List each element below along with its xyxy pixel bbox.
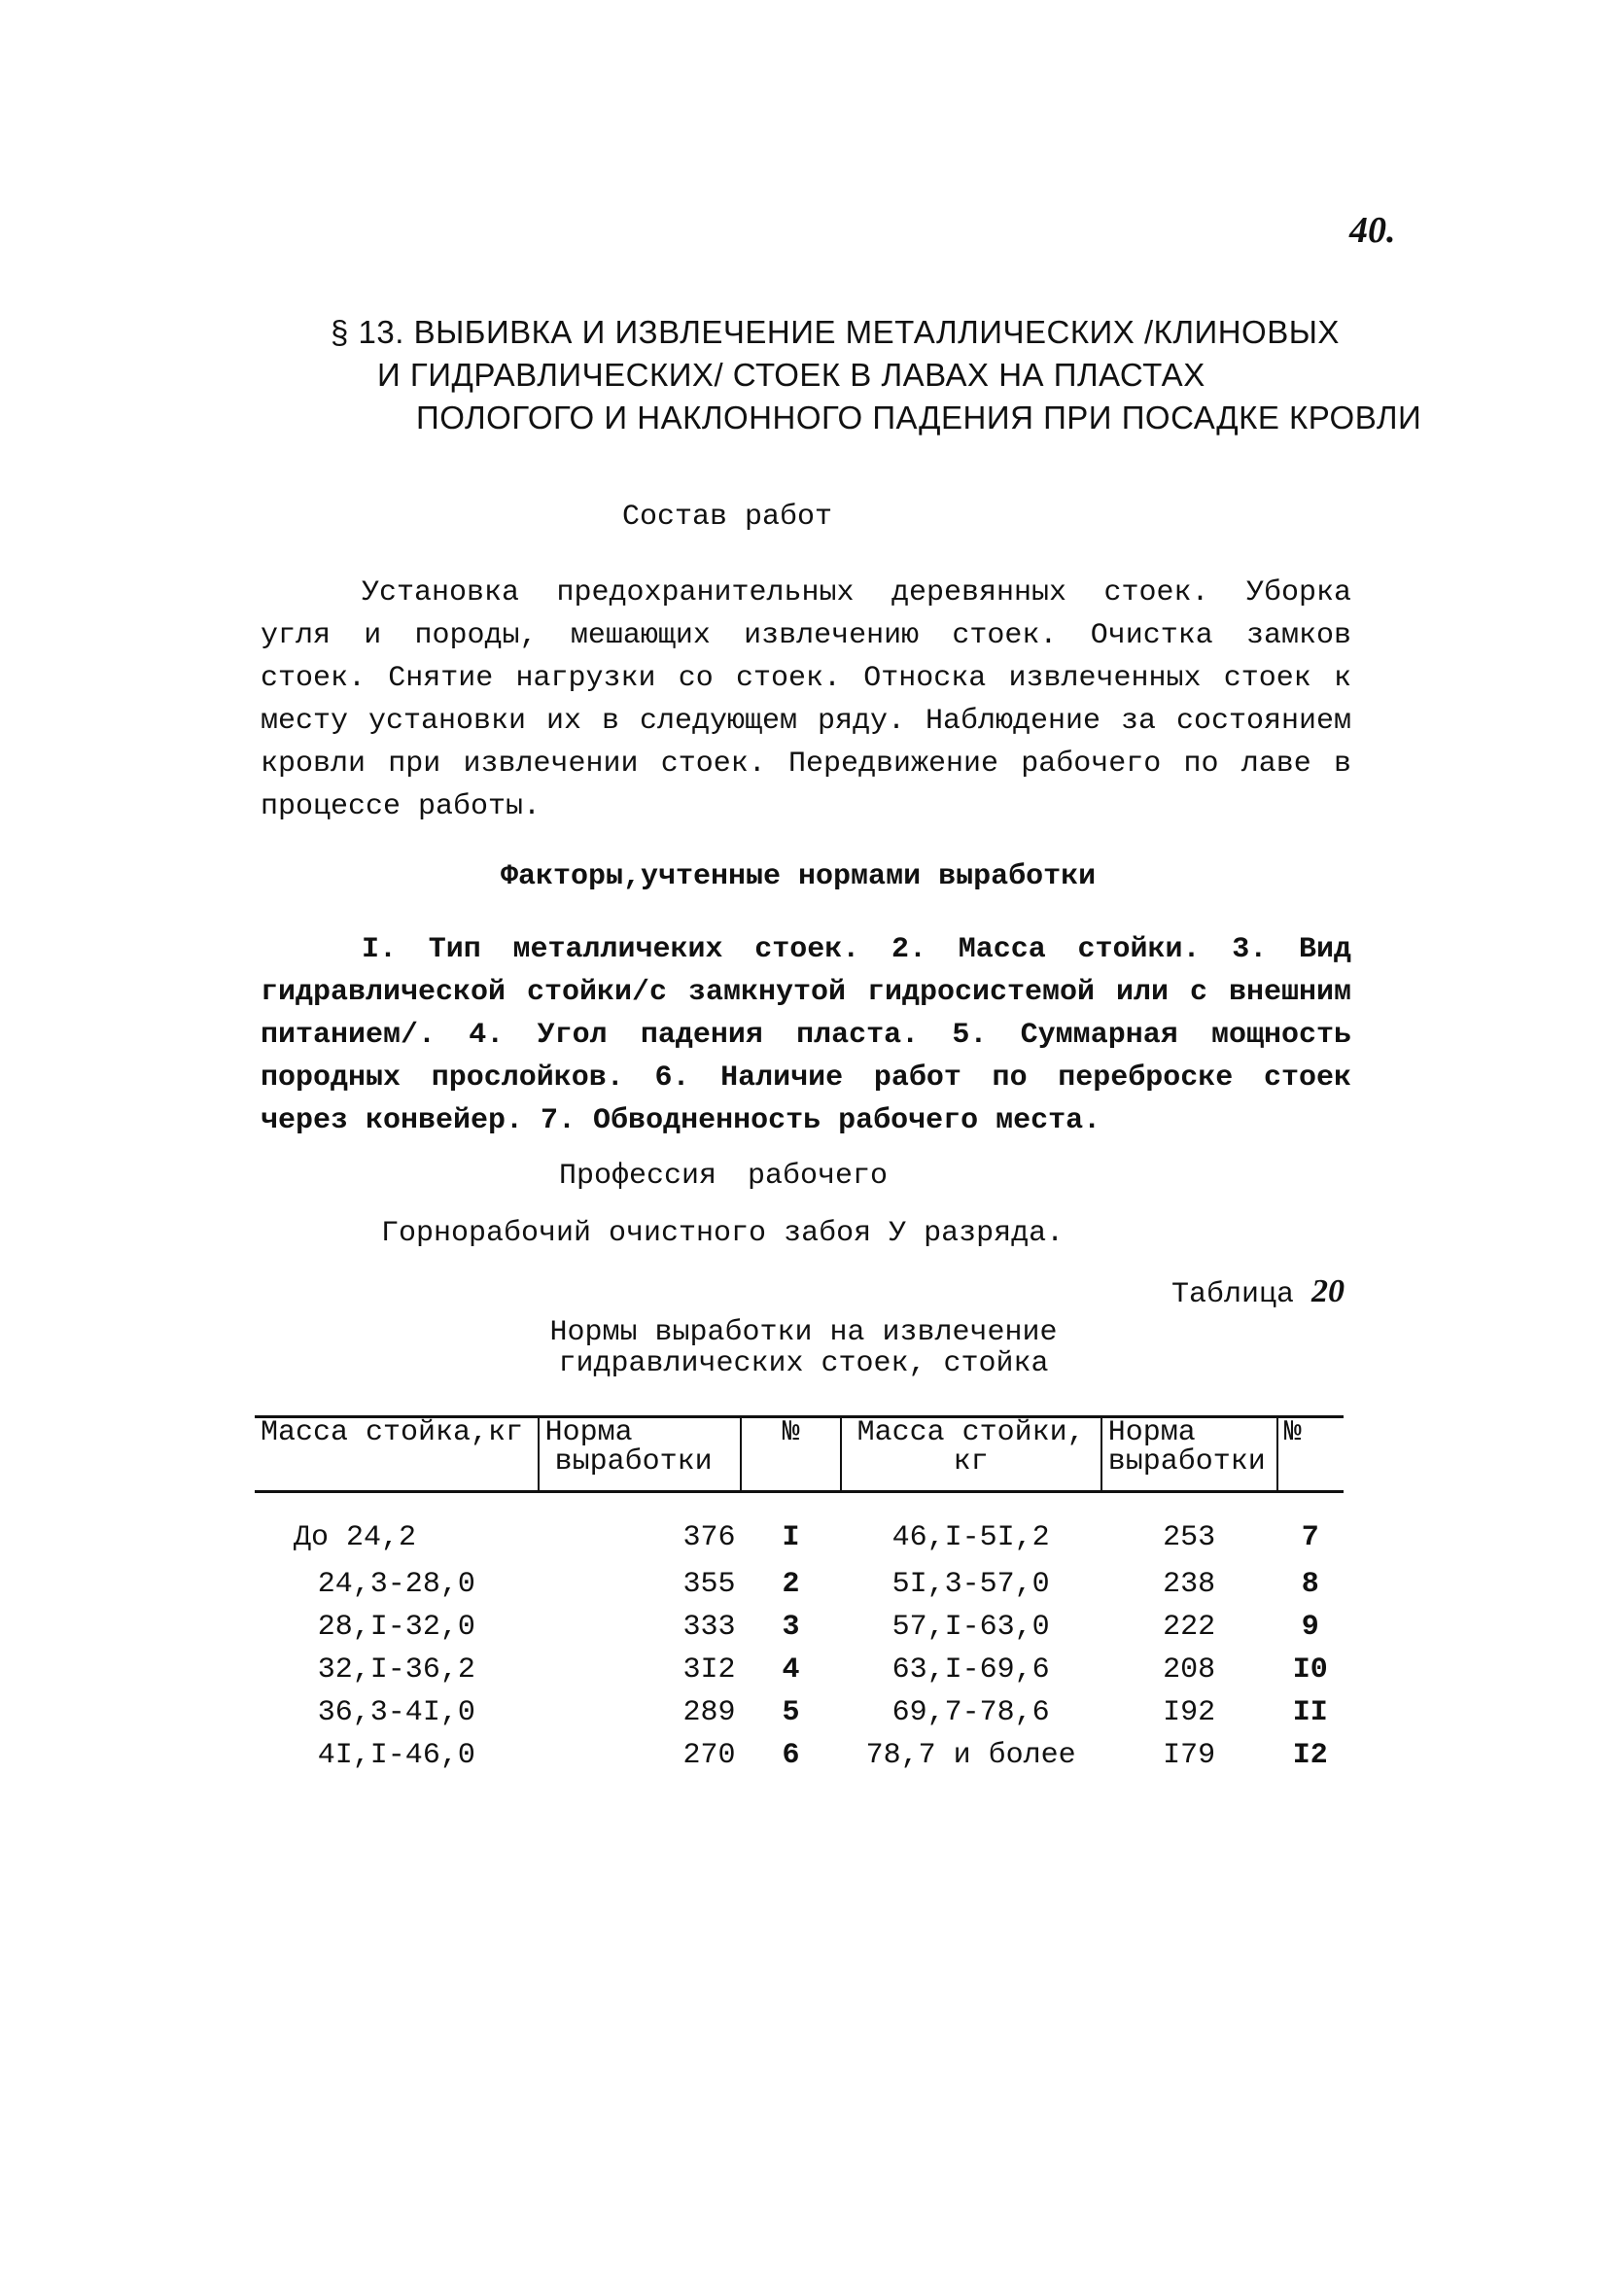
cell-norm-2: 253 [1163,1521,1216,1554]
header-norm-line-2: выработки [554,1445,713,1478]
cell-no: 6 [782,1739,800,1772]
cell-mass: 36,3-4I,0 [317,1696,475,1729]
table-row [255,1492,1344,1564]
cell-no: 2 [782,1568,800,1601]
header-no: № [741,1417,840,1492]
header-norm-2 [1101,1417,1277,1492]
cell-norm-2: 222 [1163,1611,1216,1644]
cell-norm: 3I2 [682,1653,736,1687]
cell-norm: 355 [682,1568,736,1601]
table-row [255,1649,1344,1691]
cell-mass: 28,I-32,0 [317,1611,475,1644]
header-norm [539,1417,742,1492]
cell-no-2: 7 [1301,1521,1319,1554]
cell-norm-2: 208 [1163,1653,1216,1687]
header-norm-2-line-1: Норма [1107,1416,1196,1449]
cell-mass: До 24,2 [294,1521,417,1554]
header-norm-2-line-2: выработки [1107,1445,1266,1478]
cell-no-2: I2 [1292,1739,1328,1772]
cell-mass-2: 5I,3-57,0 [891,1568,1050,1601]
cell-no: I [782,1521,800,1554]
header-no-2: № [1277,1417,1344,1492]
table-header-row [255,1417,1344,1492]
header-mass-2: Масса стойки, кг [841,1417,1101,1492]
cell-mass-2: 57,I-63,0 [891,1611,1050,1644]
table-row [255,1563,1344,1606]
output-norms-table [255,1415,1344,1777]
cell-norm-2: I92 [1163,1696,1216,1729]
cell-norm: 289 [682,1696,736,1729]
table-title [0,1317,1607,1379]
cell-mass: 32,I-36,2 [317,1653,475,1687]
cell-no: 5 [782,1696,800,1729]
header-mass: Масса стойка,кг [255,1417,539,1492]
profession-title: Профессия рабочего [559,1160,889,1193]
factors-title: Факторы,учтенные нормами выработки [501,860,1097,893]
table-number: 20 [1311,1273,1345,1309]
cell-mass-2: 46,I-5I,2 [891,1521,1050,1554]
cell-mass-2: 78,7 и более [865,1739,1076,1772]
cell-norm-2: 238 [1163,1568,1216,1601]
cell-norm: 270 [682,1739,736,1772]
section-heading [331,311,1422,439]
cell-norm-2: I79 [1163,1739,1216,1772]
table-row [255,1606,1344,1649]
work-composition-text: Установка предохранительных деревянных стоек. Уборка угля и породы, мешающих извлечению стоек. Очистка замков стоек. Снятие нагрузки со стоек. Относка извлеченных стоек к месту установки их в следующем ряду. Наблюдение за состоянием кровли при извлечении стоек. Передвижение рабочего по лаве в процессе работы. [261,576,1351,823]
cell-norm: 376 [682,1521,736,1554]
cell-no-2: 8 [1301,1568,1319,1601]
header-norm-line-1: Норма [544,1416,633,1449]
cell-no: 4 [782,1653,800,1687]
heading-line-2: И ГИДРАВЛИЧЕСКИХ/ СТОЕК В ЛАВАХ НА ПЛАСТАХ [377,357,1205,393]
cell-no-2: I0 [1292,1653,1328,1687]
table-row [255,1691,1344,1734]
cell-norm: 333 [682,1611,736,1644]
table-title-line-2: гидравлических стоек, стойка [558,1347,1049,1380]
cell-mass-2: 63,I-69,6 [891,1653,1050,1687]
work-composition-title: Состав работ [622,501,833,534]
table-row [255,1734,1344,1777]
cell-mass: 4I,I-46,0 [317,1739,475,1772]
profession-text: Горнорабочий очистного забоя У разряда. [381,1217,1065,1250]
cell-no-2: II [1292,1696,1328,1729]
table-title-line-1: Нормы выработки на извлечение [549,1316,1058,1349]
heading-line-1: § 13. ВЫБИВКА И ИЗВЛЕЧЕНИЕ МЕТАЛЛИЧЕСКИХ /КЛИНОВЫХ [331,314,1340,350]
page-number: 40. [1349,210,1396,251]
cell-no: 3 [782,1611,800,1644]
table-label [1171,1273,1345,1311]
cell-no-2: 9 [1301,1611,1319,1644]
table-label-text: Таблица [1171,1278,1295,1311]
factors-text: I. Тип металличеких стоек. 2. Масса стойки. 3. Вид гидравлической стойки/с замкнутой гидросистемой или с внешним питанием/. 4. Угол падения пласта. 5. Суммарная мощность породных прослойков. 6. Наличие работ по переброске стоек через конвейер. 7. Обводненность рабочего места. [261,933,1351,1137]
cell-mass: 24,3-28,0 [317,1568,475,1601]
cell-mass-2: 69,7-78,6 [891,1696,1050,1729]
heading-line-3: ПОЛОГОГО И НАКЛОННОГО ПАДЕНИЯ ПРИ ПОСАДКЕ КРОВЛИ [416,400,1422,435]
